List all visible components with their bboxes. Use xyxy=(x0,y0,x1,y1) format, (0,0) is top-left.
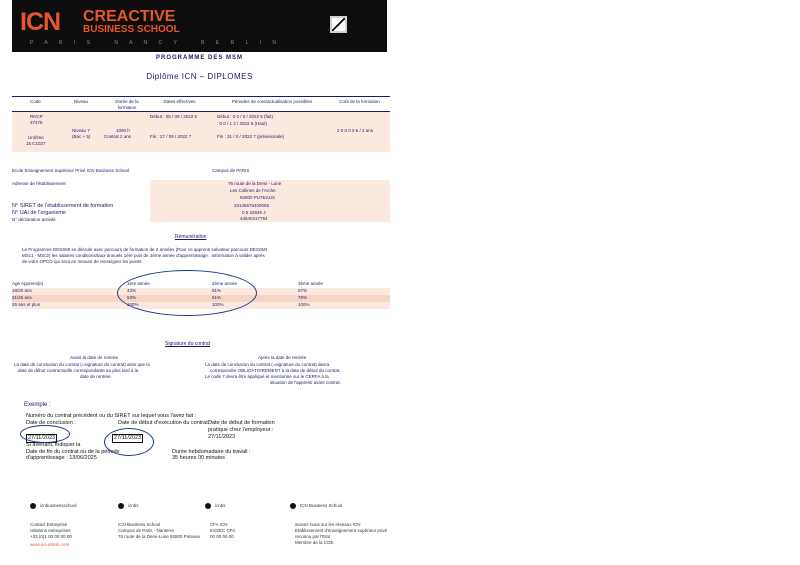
footer-col3-line3: 00 00 00 00 xyxy=(210,534,234,539)
footer-col1-line3: +33 (0)1 00 00 00 00 xyxy=(30,534,72,539)
example-date-conclusion: 27/11/2023 xyxy=(28,435,56,441)
col-cout: Coût de la formation xyxy=(339,99,380,104)
row-age: 26 ans et plus xyxy=(12,302,41,307)
footer-col3-line1: CFA ICN xyxy=(210,522,228,527)
example-line-6: Date de fin du contrat ou de la période xyxy=(26,449,120,455)
linkedin-icon[interactable] xyxy=(290,503,296,509)
signature-before-line-2: date de début contractuelle correspondante au plus tard à la xyxy=(18,368,139,373)
signature-before-line-3: date de rentrée. xyxy=(80,374,112,379)
example-line-9: 35 heures 00 minutes xyxy=(172,455,225,461)
footer-col3-line2: ESSEC CFA xyxy=(210,528,236,533)
instagram-icon[interactable] xyxy=(118,503,124,509)
example-line-2: Date de conclusion : xyxy=(26,420,76,426)
highlight-ellipse-date-2 xyxy=(104,428,154,456)
formation-table-row xyxy=(12,112,390,152)
signature-after-line-4: situation de l'apprenti avant contrat. xyxy=(270,380,341,385)
periode-1: Début : 0 0 / 0 / 2022 5 (fait) xyxy=(217,114,274,119)
row-age: 18/20 ans xyxy=(12,288,32,293)
example-line-3: Date de début d'exécution du contrat : xyxy=(118,420,211,426)
example-line-1: Numéro du contrat précédent ou du SIRET sur lequel vous l'avez fait : xyxy=(26,413,197,419)
siret-value: 33145676400055 xyxy=(234,203,270,208)
remuneration-text-1: Le Programme DESSMI se déroule avec parcours de formation de 2 années (Pour ce apprenti salvateur parcours DESSMI xyxy=(22,247,267,252)
declaration-value: 44540417754 xyxy=(240,216,268,221)
code-rncp-number: 37478 xyxy=(30,120,43,125)
twitter-icon[interactable] xyxy=(205,503,211,509)
col-year-1: 1ère année xyxy=(127,281,150,286)
address-line-3: 92800 PUTEAUX xyxy=(240,195,276,200)
highlight-ellipse-date-1 xyxy=(20,425,70,443)
row-year-2: 61% xyxy=(212,295,222,300)
footer-col4-line1: Suivez-nous sur les réseaux ICN xyxy=(295,522,361,527)
logo-business-text: BUSINESS SCHOOL xyxy=(83,24,180,35)
footer-col1-line2: relations entreprises xyxy=(30,528,71,533)
highlight-ellipse xyxy=(117,270,257,316)
cout-value: 2 0 0 0 0 € / 2 ans xyxy=(337,128,374,133)
example-date-execution: 27/11/2023 xyxy=(114,435,142,441)
facebook-icon[interactable] xyxy=(30,503,36,509)
col-dates: Dates effectives xyxy=(163,99,196,104)
example-line-8: Durée hebdomadaire du travail : xyxy=(172,449,251,455)
page-subtitle: Diplôme ICN – DIPLOMES xyxy=(146,72,253,81)
signature-col-after: Après la date de rentrée xyxy=(258,355,307,360)
accreditation-badge-icon xyxy=(330,16,347,33)
col-age: Age Apprenti(e) xyxy=(12,281,44,286)
row-year-2: 100% xyxy=(212,302,224,307)
signature-title: Signature du contrat xyxy=(165,341,211,347)
col-year-2: 2ème année xyxy=(212,281,238,286)
logo-tagline: P A R I S · N A N C Y · B E R L I N xyxy=(30,40,281,46)
etablissement-address-box xyxy=(150,180,390,222)
periode-3: Fin : 31 / 0 / 2022 7 (prévisionale) xyxy=(217,134,285,139)
code-rncp: RNCP xyxy=(30,114,43,119)
remuneration-text-3: de votre OPCO qui sera en mesure de renseigner les points xyxy=(22,259,142,264)
row-year-1: 43% xyxy=(127,288,137,293)
col-year-3: 3ème année xyxy=(298,281,324,286)
logo-creactive-text: CREACTIVE xyxy=(83,8,176,25)
declaration-label: N° déclaration activité xyxy=(12,217,56,222)
code-rome: Urofime xyxy=(28,135,44,140)
row-year-3: 78% xyxy=(298,295,308,300)
signature-after-line-1: La date de conclusion du contrat (=signature du contrat) devra xyxy=(205,362,330,367)
periode-2: : 0 0 / 1 2 / 2022 5 (Haut) xyxy=(217,121,268,126)
footer-col4-line3: reconnu par l'Etat xyxy=(295,534,331,539)
footer-social-linkedin[interactable]: ICN Business School xyxy=(300,503,343,508)
campus-name: Campus de PARIS xyxy=(212,168,250,173)
siret-label: N° SIRET de l'établissement de formation xyxy=(12,203,114,209)
col-niveau: Niveau xyxy=(74,99,89,104)
footer-social-instagram[interactable]: icnbs xyxy=(128,503,139,508)
uai-label: N° UAI de l'organisme xyxy=(12,210,66,216)
footer-col2-line1: ICN Business School xyxy=(118,522,161,527)
page-title: PROGRAMME DES MSM xyxy=(155,55,243,61)
footer-website-link[interactable]: www.icn-artem.com xyxy=(30,542,70,547)
dates-debut: Début : 05 / 09 / 2022 5 xyxy=(150,114,198,119)
footer-social-twitter[interactable]: icnbs xyxy=(215,503,226,508)
dates-fin: Fin : 27 / 09 / 2022 7 xyxy=(150,134,192,139)
code-rome-number: 15 C1027 xyxy=(26,141,46,146)
example-line-7: d'apprentissage : 13/06/2025 xyxy=(26,455,97,461)
etablissement-label: Ecole Enseignement Supérieur Privé ICN Business School xyxy=(12,168,130,173)
footer-col1-line1: Contact Entreprise xyxy=(30,522,68,527)
row-year-2: 51% xyxy=(212,288,222,293)
duree-contrat: Contrat 2 ans xyxy=(104,134,132,139)
footer-col4-line2: Etablissement d'enseignement supérieur privé xyxy=(295,528,388,533)
uai-value: 0 5 22849 J xyxy=(242,210,266,215)
row-year-1: 100% xyxy=(127,302,139,307)
duree-value: 1000 h xyxy=(116,128,130,133)
signature-before-line-1: La date de conclusion du contrat (=signature du contrat) ainsi que la xyxy=(14,362,150,367)
footer-col2-line2: Campus de Paris - Nanterre xyxy=(118,528,175,533)
signature-after-line-2: correspondre OBLIGATOIREMENT à la date de début du contrat. xyxy=(210,368,341,373)
formation-table-header xyxy=(12,97,390,111)
row-year-3: 67% xyxy=(298,288,308,293)
signature-col-before: Avant la date de rentrée xyxy=(70,355,118,360)
signature-after-line-3: Le code 7 devra être appliqué et mentionné sur le CERFA à la xyxy=(205,374,329,379)
niveau-detail: (Bac + 5) xyxy=(72,134,91,139)
col-duree: Durée de la formation xyxy=(115,99,139,110)
col-periodes: Périodes de contractualisation possibles xyxy=(231,99,313,104)
row-age: 21/25 ans xyxy=(12,295,32,300)
example-line-4: Date de début de formation pratique chez l'employeur : xyxy=(208,420,275,433)
address-line-1: 76 route de la Demi - Lune xyxy=(228,181,282,186)
example-label: Exemple : xyxy=(24,402,51,408)
logo-icn-text: ICN xyxy=(20,8,61,36)
remuneration-title: Rémunération xyxy=(175,234,207,240)
col-code: Code xyxy=(30,99,41,104)
adresse-label: Adresse de l'établissement xyxy=(12,181,66,186)
address-line-2: Les Collines de l'Arche xyxy=(230,188,276,193)
example-date-formation: 27/11/2023 xyxy=(208,434,236,440)
row-year-3: 100% xyxy=(298,302,310,307)
example-line-5: Si avenant, indiquer la xyxy=(26,442,81,448)
niveau-value: Niveau 7 xyxy=(72,128,90,133)
row-year-1: 53% xyxy=(127,295,137,300)
footer-col4-line4: Membre de la CGE xyxy=(295,540,334,545)
remuneration-text-2: MSc1 - MSc2) les salaires conditions/taux annuels 1ère puis de 2ème année d'apprentissage . Information à valider après xyxy=(22,253,265,258)
footer-social-facebook[interactable]: icnbusinessschool xyxy=(40,503,77,508)
footer-col2-line3: 76 route de la Demi-Lune 92800 Puteaux xyxy=(118,534,201,539)
